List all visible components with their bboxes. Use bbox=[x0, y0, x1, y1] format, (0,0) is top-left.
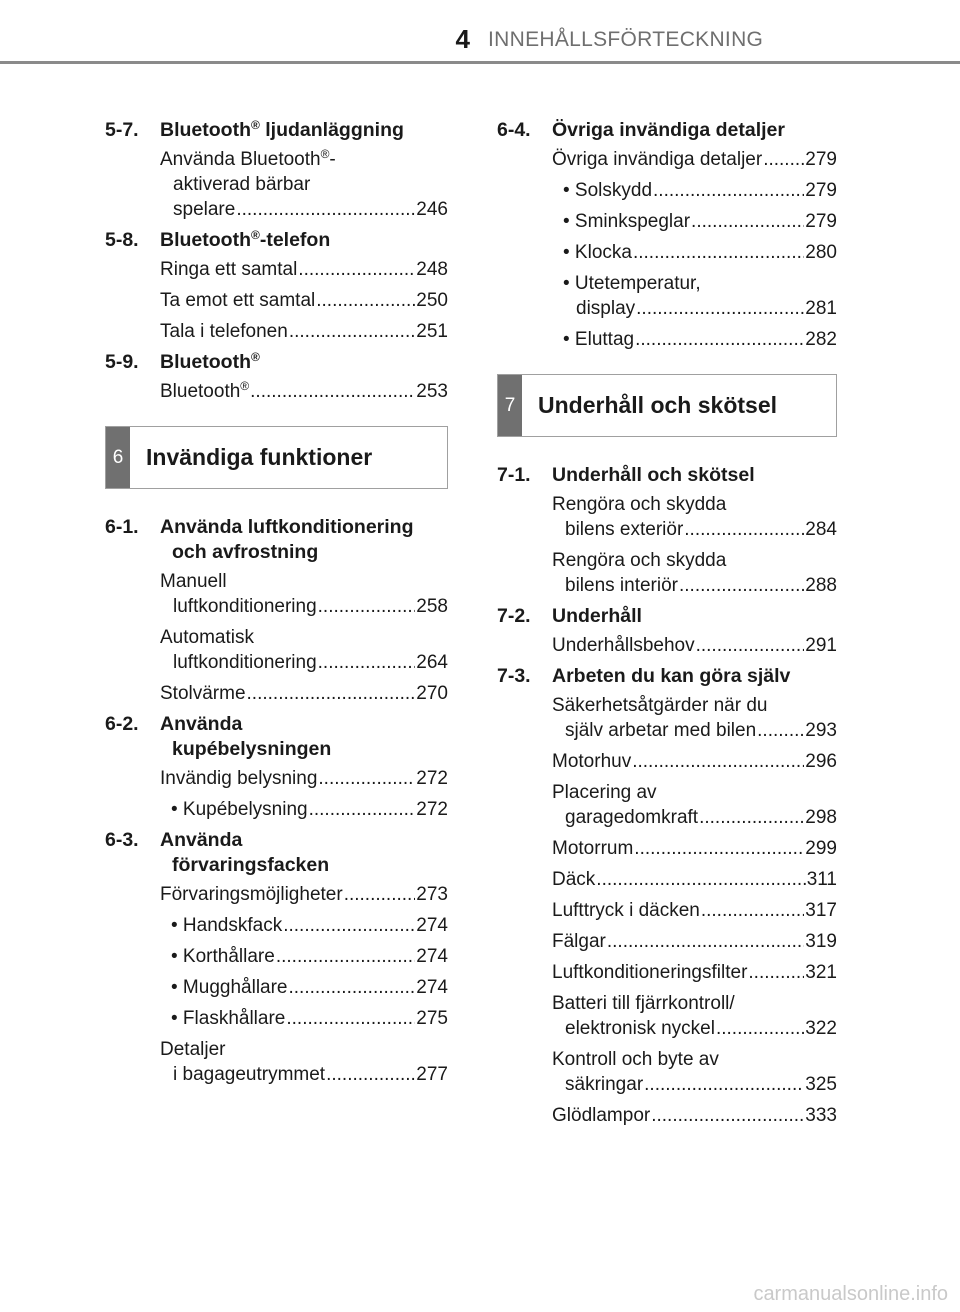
section-5-9: 5-9. Bluetooth® bbox=[105, 350, 260, 373]
section-5-7: 5-7. Bluetooth® ljudanläggning bbox=[105, 118, 404, 141]
toc-entry-batteri-fjarrkontroll[interactable]: Batteri till fjärrkontroll/ elektronisk nyckel ..... 322 bbox=[552, 991, 837, 1041]
section-5-8: 5-8. Bluetooth®-telefon bbox=[105, 228, 331, 251]
section-7-2: 7-2. Underhåll bbox=[497, 605, 642, 627]
toc-right-column bbox=[497, 112, 837, 1134]
page-title: INNEHÅLLSFÖRTECKNING bbox=[488, 28, 764, 51]
toc-entry-bluetooth-player[interactable]: Använda Bluetooth®- aktiverad bärbar spelare ..... 246 bbox=[160, 147, 448, 222]
chapter-number: 7 bbox=[498, 375, 522, 436]
toc-entry-tala-i-telefonen[interactable]: Tala i telefonen ..... 251 bbox=[160, 319, 448, 344]
toc-entry-falgar[interactable]: Fälgar ..... 319 bbox=[552, 929, 837, 954]
toc-entry-klocka[interactable]: • Klocka ..... 280 bbox=[563, 240, 837, 265]
section-6-1: 6-1. Använda luftkonditionering och avfrostning bbox=[105, 516, 414, 563]
toc-entry-forvaringsmojligheter[interactable]: Förvaringsmöjligheter ..... 273 bbox=[160, 882, 448, 907]
toc-entry-automatisk-luftkonditionering[interactable]: Automatisk luftkonditionering ..... 264 bbox=[160, 625, 448, 675]
toc-entry-dack[interactable]: Däck ..... 311 bbox=[552, 867, 837, 892]
toc-entry-manuell-luftkonditionering[interactable]: Manuell luftkonditionering ..... 258 bbox=[160, 569, 448, 619]
chapter-title: Underhåll och skötsel bbox=[538, 392, 778, 418]
section-7-3: 7-3. Arbeten du kan göra själv bbox=[497, 665, 791, 687]
toc-entry-underhallsbehov[interactable]: Underhållsbehov ..... 291 bbox=[552, 633, 837, 658]
watermark-text: carmanualsonline.info bbox=[753, 1283, 948, 1305]
toc-entry-bilens-interior[interactable]: Rengöra och skydda bilens interiör ..... 288 bbox=[552, 548, 837, 598]
page-number: 4 bbox=[455, 24, 470, 54]
toc-entry-eluttag[interactable]: • Eluttag ..... 282 bbox=[563, 327, 837, 352]
toc-entry-solskydd[interactable]: • Solskydd ..... 279 bbox=[563, 178, 837, 203]
toc-entry-bluetooth[interactable]: Bluetooth® ..... 253 bbox=[160, 379, 448, 404]
toc-entry-garagedomkraft[interactable]: Placering av garagedomkraft ..... 298 bbox=[552, 780, 837, 830]
page-header bbox=[0, 0, 960, 64]
toc-entry-mugghallare[interactable]: • Mugghållare ..... 274 bbox=[171, 975, 448, 1000]
section-6-2: 6-2. Använda kupébelysningen bbox=[105, 713, 332, 760]
section-7-1: 7-1. Underhåll och skötsel bbox=[497, 464, 755, 486]
chapter-6-header bbox=[105, 426, 448, 489]
toc-entry-ovriga-invandiga-detaljer[interactable]: Övriga invändiga detaljer ..... 279 bbox=[552, 147, 837, 172]
toc-entry-invandig-belysning[interactable]: Invändig belysning ..... 272 bbox=[160, 766, 448, 791]
toc-entry-detaljer-bagageutrymmet[interactable]: Detaljer i bagageutrymmet ..... 277 bbox=[160, 1037, 448, 1087]
toc-entry-utetemperatur-display[interactable]: • Utetemperatur, display ..... 281 bbox=[563, 271, 837, 321]
toc-entry-sakerhetsatgarder[interactable]: Säkerhetsåtgärder när du själv arbetar med bilen ..... 293 bbox=[552, 693, 837, 743]
toc-entry-motorrum[interactable]: Motorrum ..... 299 bbox=[552, 836, 837, 861]
toc-entry-kupebelysning[interactable]: • Kupébelysning ..... 272 bbox=[171, 797, 448, 822]
toc-entry-stolvarme[interactable]: Stolvärme ..... 270 bbox=[160, 681, 448, 706]
chapter-number: 6 bbox=[106, 427, 130, 488]
toc-entry-handskfack[interactable]: • Handskfack ..... 274 bbox=[171, 913, 448, 938]
toc-entry-luftkonditioneringsfilter[interactable]: Luftkonditioneringsfilter ..... 321 bbox=[552, 960, 837, 985]
toc-entry-flaskhallare[interactable]: • Flaskhållare ..... 275 bbox=[171, 1006, 448, 1031]
chapter-title: Invändiga funktioner bbox=[146, 444, 373, 470]
toc-entry-sminkspeglar[interactable]: • Sminkspeglar ..... 279 bbox=[563, 209, 837, 234]
toc-entry-glodlampor[interactable]: Glödlampor ..... 333 bbox=[552, 1103, 837, 1128]
section-6-4: 6-4. Övriga invändiga detaljer bbox=[497, 119, 785, 141]
toc-entry-motorhuv[interactable]: Motorhuv ..... 296 bbox=[552, 749, 837, 774]
toc-left-column bbox=[105, 112, 448, 1093]
toc-entry-ta-emot-samtal[interactable]: Ta emot ett samtal ..... 250 bbox=[160, 288, 448, 313]
toc-entry-sakringar[interactable]: Kontroll och byte av säkringar ..... 325 bbox=[552, 1047, 837, 1097]
toc-entry-lufttryck[interactable]: Lufttryck i däcken ..... 317 bbox=[552, 898, 837, 923]
chapter-7-header bbox=[497, 374, 837, 437]
toc-entry-korthallare[interactable]: • Korthållare ..... 274 bbox=[171, 944, 448, 969]
section-6-3: 6-3. Använda förvaringsfacken bbox=[105, 829, 330, 876]
toc-entry-bilens-exterior[interactable]: Rengöra och skydda bilens exteriör ..... 284 bbox=[552, 492, 837, 542]
toc-entry-ringa-samtal[interactable]: Ringa ett samtal ..... 248 bbox=[160, 257, 448, 282]
